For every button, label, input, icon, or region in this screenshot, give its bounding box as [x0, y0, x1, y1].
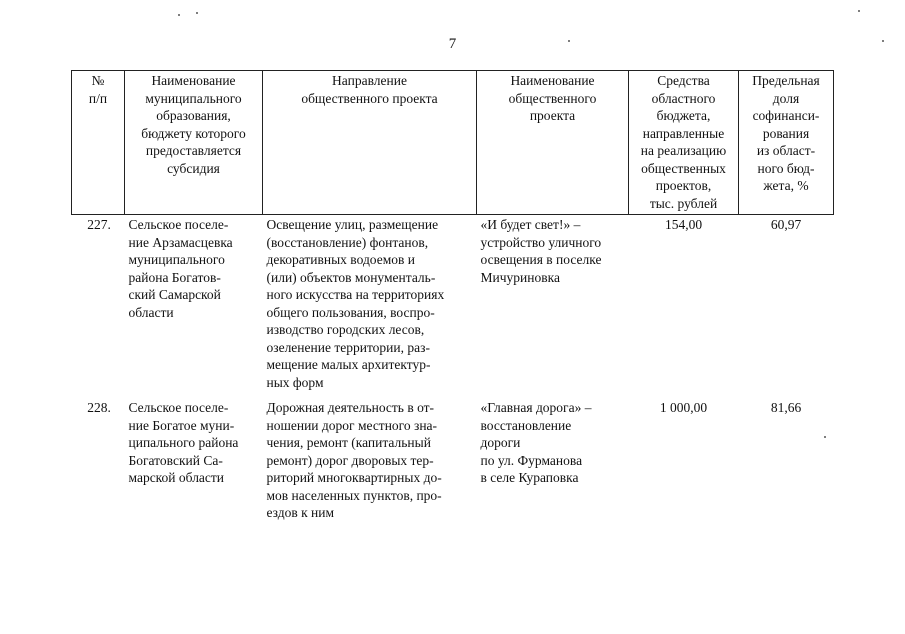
direction-cell: Дорожная деятельность в от- ношении дорог местного зна- чения, ремонт (капитальный ремонт) дорог дворовых тер- риторий многоквартирных до- мов населенных пунктов, про- ездов к ним: [266, 400, 442, 520]
scan-speck: [178, 14, 180, 16]
funds-cell: 1 000,00: [659, 400, 708, 415]
scan-speck: [882, 40, 884, 42]
row-number: 227.: [87, 217, 111, 232]
project-cell: «Главная дорога» – восстановление дороги по ул. Фурманова в селе Кураповка: [480, 400, 592, 485]
header-project: Наименование общественного проекта: [477, 71, 629, 215]
funds-cell: 154,00: [664, 217, 703, 232]
header-funds: Средства областного бюджета, направленные на реализацию общественных проектов, тыс. рублей: [629, 71, 739, 215]
header-municipality: Наименование муниципального образования, бюджету которого предоставляется субсидия: [125, 71, 263, 215]
scan-speck: [568, 40, 570, 42]
direction-cell: Освещение улиц, размещение (восстановление) фонтанов, декоративных водоемов и (или) объектов монументаль- ного искусства на территориях общего пользования, воспро- изводство городских лесов, озеленение территории, раз- мещение малых архитектур- ных форм: [266, 217, 445, 390]
header-num: № п/п: [72, 71, 125, 215]
municipality-cell: Сельское поселе- ние Арзамасцевка муниципального района Богатов- ский Самарской области: [128, 217, 233, 320]
scan-speck: [858, 10, 860, 12]
header-share: Предельная доля софинанси- рования из област- ного бюд- жета, %: [739, 71, 834, 215]
table-row: [72, 215, 834, 396]
scan-speck: [196, 12, 198, 14]
row-number: 228.: [87, 400, 111, 415]
table-row: [72, 395, 834, 522]
table-header-row: [72, 71, 834, 215]
subsidy-table: [71, 70, 834, 522]
municipality-cell: Сельское поселе- ние Богатое муни- ципального района Богатовский Са- марской области: [128, 400, 239, 485]
scan-speck: [824, 436, 826, 438]
page-number: 7: [448, 36, 457, 52]
share-cell: 81,66: [770, 400, 802, 415]
share-cell: 60,97: [770, 217, 802, 232]
project-cell: «И будет свет!» – устройство уличного освещения в поселке Мичуриновка: [480, 217, 602, 285]
header-direction: Направление общественного проекта: [263, 71, 477, 215]
